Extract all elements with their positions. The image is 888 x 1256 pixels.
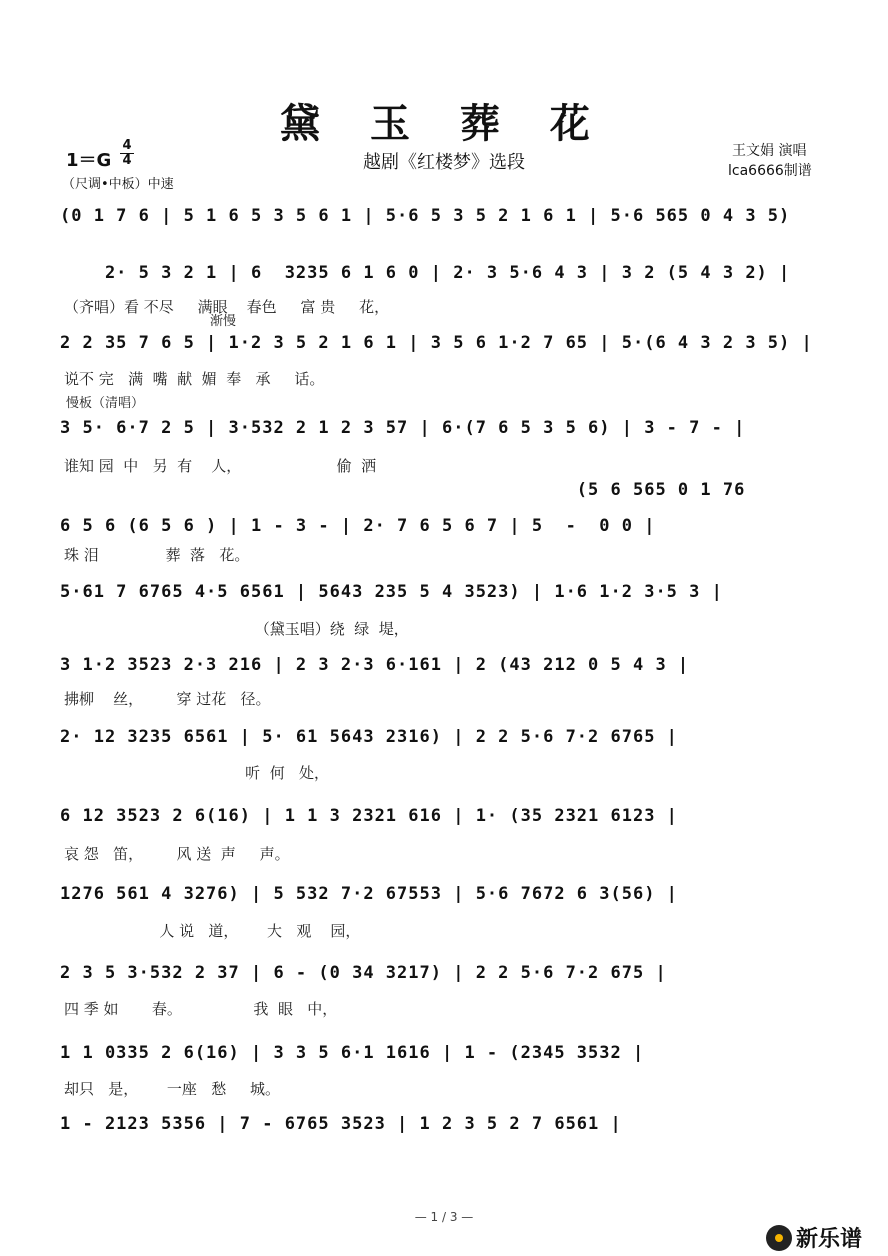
record-icon <box>766 1225 792 1251</box>
score-row-12: 2 3 5 3·532 2 37 | 6 - (0 34 3217) | 2 2 5·6 7·2 675 | <box>60 963 667 983</box>
site-logo <box>766 1222 862 1253</box>
score-row-13: 1 1 0335 2 6(16) | 3 3 5 6·1 1616 | 1 - (2345 3532 | <box>60 1043 645 1063</box>
time-signature <box>120 140 134 167</box>
meter-bottom: 4 <box>122 153 132 168</box>
page-number: — 1 / 3 — <box>414 1210 474 1224</box>
score-row-10: 6 12 3523 2 6(16) | 1 1 3 2321 616 | 1· (35 2321 6123 | <box>60 806 678 826</box>
score-row-11: 1276 561 4 3276) | 5 532 7·2 67553 | 5·6 7672 6 3(56) | <box>60 884 678 904</box>
key-signature: 1＝G <box>66 150 112 171</box>
score-row-14: 1 - 2123 5356 | 7 - 6765 3523 | 1 2 3 5 2 7 6561 | <box>60 1114 622 1134</box>
lyric-row-7: （黛玉唱）绕 绿 堤， <box>64 620 409 638</box>
score-title: 黛 玉 葬 花 <box>280 100 608 147</box>
lyric-row-12: 四 季 如 春。 我 眼 中， <box>64 1000 338 1018</box>
lyric-row-8: 拂柳 丝， 穿 过花 径。 <box>64 690 271 708</box>
lyric-row-6: 珠 泪 葬 落 花。 <box>64 546 250 564</box>
gradual-slow-mark: 渐慢 <box>210 314 237 329</box>
score-row-4: 3 5· 6·7 2 5 | 3·532 2 1 2 3 57 | 6·(7 6 5 3 5 6) | 3 - 7 - | <box>60 418 746 438</box>
score-row-8: 3 1·2 3523 2·3 216 | 2 3 2·3 6·161 | 2 (43 212 0 5 4 3 | <box>60 655 690 675</box>
score-row-5: (5 6 565 0 1 76 <box>60 480 746 500</box>
score-row-9: 2· 12 3235 6561 | 5· 61 5643 2316) | 2 2 5·6 7·2 6765 | <box>60 727 678 747</box>
lyric-row-13: 却只 是， 一座 愁 城。 <box>64 1080 281 1098</box>
lyric-row-4: 谁知 园 中 另 有 人， 偷 洒 <box>64 457 377 475</box>
score-row-3: 2 2 35 7 6 5 | 1·2 3 5 2 1 6 1 | 3 5 6 1·2 7 65 | 5·(6 4 3 2 3 5) | <box>60 333 813 353</box>
score-subtitle: 越剧《红楼梦》选段 <box>363 152 525 173</box>
tempo-marking: （尺调•中板）中速 <box>62 177 174 192</box>
score-row-6: 6 5 6 (6 5 6 ) | 1 - 3 - | 2· 7 6 5 6 7 | 5 - 0 0 | <box>60 516 656 536</box>
lyric-row-10: 哀 怨 笛， 风 送 声 声。 <box>64 845 290 863</box>
meter-top: 4 <box>122 138 132 153</box>
lyric-row-3: 说不 完 满 嘴 献 媚 奉 承 话。 <box>64 370 325 388</box>
lyric-row-2: （齐唱）看 不尽 满眼 春色 富 贵 花， <box>64 298 390 316</box>
transcriber-credit: lca6666制谱 <box>728 163 812 179</box>
singer-credit: 王文娟 演唱 <box>732 143 807 159</box>
score-row-7: 5·61 7 6765 4·5 6561 | 5643 235 5 4 3523) | 1·6 1·2 3·5 3 | <box>60 582 723 602</box>
lyric-row-11: 人 说 道， 大 观 园， <box>64 922 361 940</box>
score-row-1: (0 1 7 6 | 5 1 6 5 3 5 6 1 | 5·6 5 3 5 2 1 6 1 | 5·6 565 0 4 3 5) <box>60 206 791 226</box>
slow-board-mark: 慢板（清唱） <box>66 396 145 411</box>
score-row-2: 2· 5 3 2 1 | 6 3235 6 1 6 0 | 2· 3 5·6 4 3 | 3 2 (5 4 3 2) | <box>60 263 791 283</box>
lyric-row-9: 听 何 处， <box>64 764 330 782</box>
logo-text: 新乐谱 <box>796 1227 863 1252</box>
